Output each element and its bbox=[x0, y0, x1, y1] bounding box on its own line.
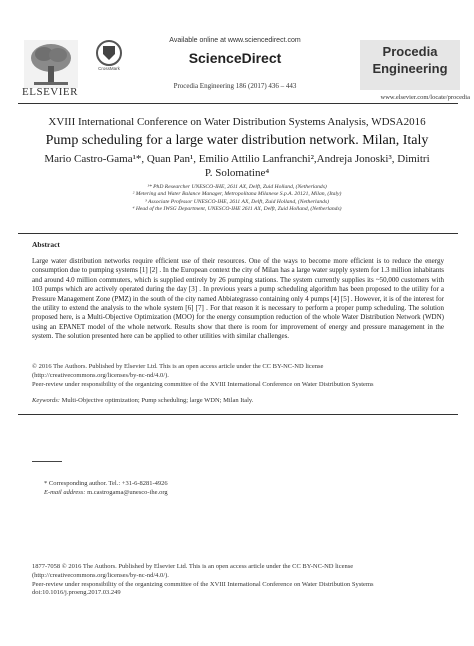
journal-name-line1: Procedia bbox=[382, 44, 438, 59]
keywords-label: Keywords: bbox=[32, 397, 60, 404]
affiliation-4: ⁴ Head of the IWSG Department, UNESCO-IHE 2611 AX, Delft, Zuid Holland, (Netherlands) bbox=[132, 206, 342, 213]
abstract-text: Large water distribution networks require efficient use of their resources. One of the ways to become more efficient is to reduce the energy consumption due to pumping systems [1] [2] . In the European context the city of Milan has a large water supply system for 1.3 million inhabitants and around 4.0 million commuters, which is supplied entirely by 26 pumping stations. The system currently supplies its ~50,000 customers with 103 pumps which are actively operated during the day [3] . In previous years a pump scheduling algorithm has been proposed to the utility for a Pressure Management Zone (PMZ) in the south of the city named Abbiategrasso containing only 4 pumps [4] [5] . However, it is of the interest for the utility to extend the analysis to the whole system [6] [7] . For that reason it is necessary to perform a proper pump scheduling. The solution proposed here, is a Multi-Objective Optimization (MOO) for the energy consumption reduction of the whole Water Distribution Network (WDN) using an EPANET model of the whole network. Results show that there is room for improvement of energy and pressure management in the system. The solution presented here can be applied to other utilities with similar challenges. bbox=[32, 257, 444, 341]
conference-name: XVIII International Conference on Water Distribution Systems Analysis, WDSA2016 bbox=[48, 116, 426, 128]
peer-review-note: Peer-review under responsibility of the organizing committee of the XVIII International Conference on Water Distribution Systems bbox=[32, 380, 374, 388]
abstract-heading: Abstract bbox=[32, 240, 60, 249]
affiliation-3: ³ Associate Professor UNESCO-IHE, 2611 AX, Delft, Zuid Holland, (Netherlands) bbox=[144, 198, 330, 205]
authors-line-1: Mario Castro-Gama¹*, Quan Pan¹, Emilio Attilio Lanfranchi²,Andreja Jonoski³, Dimitri bbox=[44, 153, 430, 165]
corresponding-author-email-line bbox=[44, 489, 168, 498]
journal-url-link[interactable]: www.elsevier.com/locate/procedia bbox=[380, 94, 470, 101]
journal-citation: Procedia Engineering 186 (2017) 436 – 443 bbox=[173, 82, 297, 90]
corresponding-author-phone: * Corresponding author. Tel.: +31-6-8281-4926 bbox=[44, 480, 168, 487]
abstract-top-rule bbox=[18, 233, 458, 234]
affiliations bbox=[40, 184, 434, 214]
copyright-line-1: © 2016 The Authors. Published by Elsevier Ltd. This is an open access article under the CC BY-NC-ND license bbox=[32, 363, 324, 370]
authors-line-2: P. Solomatine⁴ bbox=[204, 167, 270, 179]
keywords bbox=[32, 397, 444, 404]
keywords-bottom-rule bbox=[18, 414, 458, 415]
doi-link[interactable]: doi:10.1016/j.proeng.2017.03.249 bbox=[32, 589, 121, 597]
footnote-rule bbox=[32, 461, 62, 462]
corresponding-author-footnote bbox=[44, 480, 168, 498]
crossmark-label: CrossMark bbox=[98, 66, 120, 71]
license-link[interactable]: (http://creativecommons.org/licenses/by-nc-nd/4.0/). bbox=[32, 371, 169, 379]
sciencedirect-brand[interactable]: ScienceDirect bbox=[188, 50, 282, 66]
issn-copyright-footer bbox=[32, 563, 444, 598]
affiliation-2: ² Metering and Water Balance Manager, Metropolitana Milanese S.p.A. 20121, Milan, (Italy) bbox=[132, 191, 342, 198]
journal-name-box bbox=[360, 40, 460, 90]
keywords-text: Multi-Objective optimization; Pump scheduling; large WDN; Milan Italy. bbox=[59, 397, 254, 404]
publisher-name: ELSEVIER bbox=[22, 86, 78, 98]
header-divider bbox=[18, 103, 458, 104]
footer-license-link[interactable]: (http://creativecommons.org/licenses/by-nc-nd/4.0/). bbox=[32, 571, 169, 579]
affiliation-1: ¹* PhD Researcher UNESCO-IHE, 2611 AX, Delft, Zuid Holland, (Netherlands) bbox=[147, 184, 327, 190]
journal-header bbox=[0, 0, 474, 104]
issn-line: 1877-7058 © 2016 The Authors. Published by Elsevier Ltd. This is an open access article under the CC BY-NC-ND license bbox=[32, 563, 354, 570]
footer-peer-review: Peer-review under responsibility of the organizing committee of the XVIII International Conference on Water Distribution Systems bbox=[32, 580, 374, 588]
email-label: E-mail address: bbox=[44, 488, 86, 496]
elsevier-tree-logo bbox=[24, 40, 78, 88]
author-list bbox=[30, 152, 444, 180]
journal-name-line2: Engineering bbox=[372, 61, 448, 76]
paper-title: Pump scheduling for a large water distribution network. Milan, Italy bbox=[45, 133, 429, 148]
copyright-notice bbox=[32, 363, 444, 389]
email-address[interactable]: m.castrogama@unesco-ihe.org bbox=[85, 488, 168, 496]
available-online-text[interactable]: Available online at www.sciencedirect.com bbox=[169, 37, 301, 44]
